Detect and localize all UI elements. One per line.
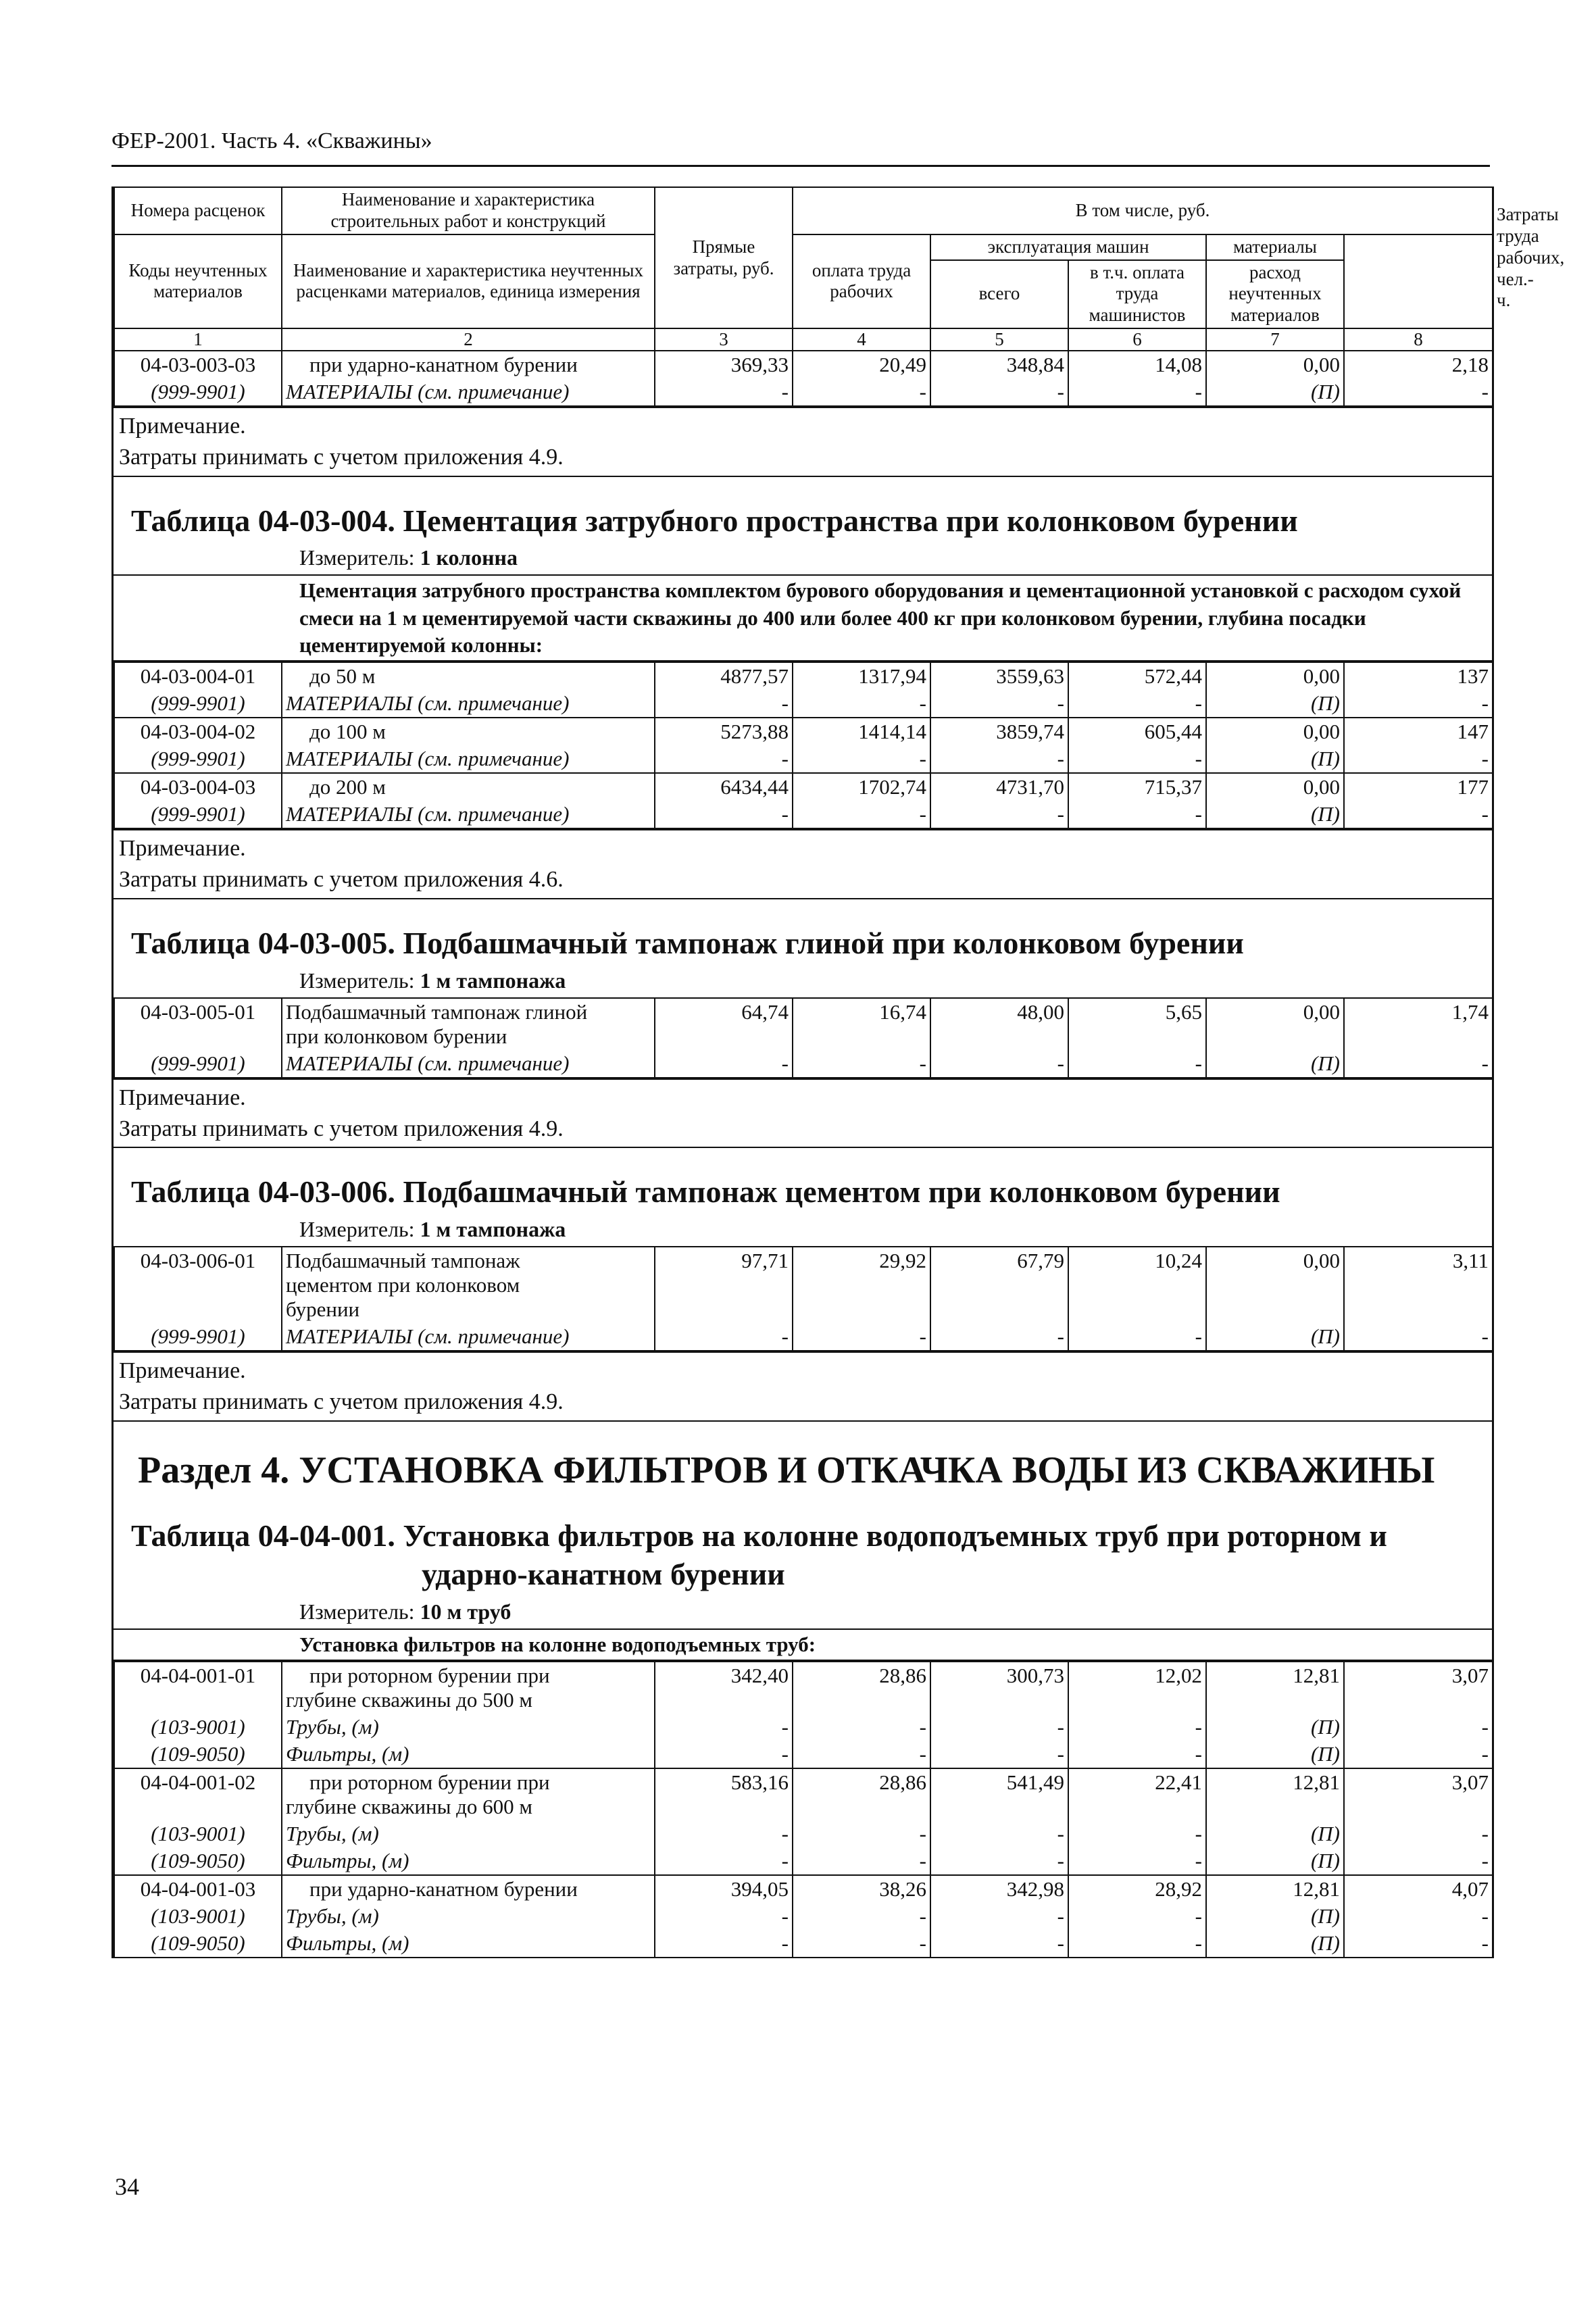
note-label: Примечание. <box>119 1358 246 1383</box>
dash: - <box>930 1847 1068 1875</box>
material-flag: (П) <box>1206 378 1344 406</box>
col-number-8: 8 <box>1344 328 1493 351</box>
material-name: Трубы, (м) <box>282 1714 655 1741</box>
material-flag: (П) <box>1206 1050 1344 1078</box>
col-number-4: 4 <box>793 328 930 351</box>
header-rule <box>111 165 1490 167</box>
operator-pay: 572,44 <box>1068 662 1206 690</box>
material-code: (109-9050) <box>114 1847 282 1875</box>
material-flag: (П) <box>1206 1847 1344 1875</box>
dash: - <box>1068 801 1206 828</box>
direct-costs: 6434,44 <box>655 773 793 801</box>
worker-pay: 1317,94 <box>793 662 930 690</box>
operator-pay: 10,24 <box>1068 1247 1206 1323</box>
dash: - <box>1068 378 1206 406</box>
material-code: (109-9050) <box>114 1930 282 1958</box>
rates-table <box>114 1246 1493 1351</box>
rate-code: 04-04-001-03 <box>114 1875 282 1903</box>
material-flag: (П) <box>1206 1820 1344 1847</box>
dash: - <box>930 745 1068 773</box>
worker-pay: 28,86 <box>793 1662 930 1714</box>
group-heading: Цементация затрубного пространства комплектом бурового оборудования и цементационной установкой с расходом сухой смеси на 1 м цементируемой части скважины до 400 или более 400 кг при колонковом бурении, глубина посадки цементируемой колонны: <box>114 574 1492 662</box>
col-header-material-names: Наименование и характеристика неучтенных расценками материалов, единица измерения <box>282 234 655 328</box>
dash: - <box>1068 1050 1206 1078</box>
worker-pay: 29,92 <box>793 1247 930 1323</box>
col-number-1: 1 <box>114 328 282 351</box>
material-consumption: 0,00 <box>1206 773 1344 801</box>
material-code: (103-9001) <box>114 1820 282 1847</box>
table-note <box>114 407 1492 477</box>
machines-total: 3859,74 <box>930 718 1068 745</box>
table-row <box>114 998 1493 1050</box>
rate-name-line: глубине скважины до 600 м <box>286 1794 533 1818</box>
table-title: Таблица 04-03-005. Подбашмачный тампонаж глиной при колонковом бурении <box>131 926 1244 961</box>
worker-pay: 1414,14 <box>793 718 930 745</box>
machines-total: 348,84 <box>930 351 1068 378</box>
material-row <box>114 1903 1493 1930</box>
col-header-worker-pay: оплата труда рабочих <box>793 234 930 328</box>
dash: - <box>793 1930 930 1958</box>
rate-code: 04-03-004-01 <box>114 662 282 690</box>
operator-pay: 715,37 <box>1068 773 1206 801</box>
dash: - <box>1068 1323 1206 1351</box>
rate-code: 04-03-004-03 <box>114 773 282 801</box>
col-number-5: 5 <box>930 328 1068 351</box>
col-header-machines-total: всего <box>930 260 1068 329</box>
rate-name <box>282 1247 655 1323</box>
labor-hours: 147 <box>1344 718 1493 745</box>
rate-name-line: бурении <box>286 1297 360 1321</box>
material-consumption: 0,00 <box>1206 1247 1344 1323</box>
col-number-7: 7 <box>1206 328 1344 351</box>
section-title: Раздел 4. УСТАНОВКА ФИЛЬТРОВ И ОТКАЧКА ВОДЫ ИЗ СКВАЖИНЫ <box>138 1449 1435 1491</box>
dash: - <box>1344 1714 1493 1741</box>
material-name: МАТЕРИАЛЫ (см. примечание) <box>282 801 655 828</box>
running-head: ФЕР-2001. Часть 4. «Скважины» <box>111 128 432 153</box>
material-name: МАТЕРИАЛЫ (см. примечание) <box>282 1323 655 1351</box>
table-title-line: ударно-канатном бурении <box>422 1557 785 1592</box>
machines-total: 541,49 <box>930 1768 1068 1820</box>
dash: - <box>1344 690 1493 718</box>
labor-hours: 2,18 <box>1344 351 1493 378</box>
machines-total: 4731,70 <box>930 773 1068 801</box>
col-number-3: 3 <box>655 328 793 351</box>
material-flag: (П) <box>1206 1323 1344 1351</box>
col-header-direct-costs: Прямые затраты, руб. <box>655 187 793 328</box>
material-flag: (П) <box>1206 690 1344 718</box>
rate-name-line: при роторном бурении при <box>309 1663 550 1687</box>
table-row <box>114 1662 1493 1714</box>
direct-costs: 369,33 <box>655 351 793 378</box>
rate-code: 04-03-006-01 <box>114 1247 282 1323</box>
rate-code: 04-03-004-02 <box>114 718 282 745</box>
material-consumption: 12,81 <box>1206 1875 1344 1903</box>
table-note <box>114 829 1492 899</box>
material-name: Фильтры, (м) <box>282 1930 655 1958</box>
dash: - <box>793 690 930 718</box>
dash: - <box>1344 1323 1493 1351</box>
material-name: МАТЕРИАЛЫ (см. примечание) <box>282 1050 655 1078</box>
dash: - <box>1344 1820 1493 1847</box>
worker-pay: 28,86 <box>793 1768 930 1820</box>
material-code: (103-9001) <box>114 1903 282 1930</box>
table-title-line: Таблица 04-04-001. Установка фильтров на колонне водоподъемных труб при роторном и <box>131 1518 1387 1553</box>
dash: - <box>655 1323 793 1351</box>
material-code: (999-9901) <box>114 745 282 773</box>
dash: - <box>793 378 930 406</box>
col-number-6: 6 <box>1068 328 1206 351</box>
meter-line <box>114 540 1492 574</box>
meter-line <box>114 1212 1492 1246</box>
rate-name <box>282 1768 655 1820</box>
rate-name <box>282 1662 655 1714</box>
rates-table <box>114 1661 1493 1958</box>
material-code: (999-9901) <box>114 1050 282 1078</box>
meter-value: 10 м труб <box>420 1599 512 1624</box>
rates-table-header: Номера расценок Наименование и характеристика строительных работ и конструкций Прямые затраты, руб. В том числе, руб. Затраты труда рабочих, чел.-ч. Коды неучтенных материалов Наименование и характеристика неучтенных расценками материалов, единица измерения оплата труда рабочих эксплуатация машин материалы всего в т.ч. оплата труда машинистов расход неучтенных материалов 1 2 3 4 5 6 7 8 04-03-003-03 при ударно-канатном бурении 369,33 20,49 348,84 14,08 0,00 2,18 (999-9901) МАТЕРИАЛЫ (см. примечание) - - - - (П) - <box>114 186 1493 407</box>
meter-value: 1 колонна <box>420 545 518 570</box>
note-text: Затраты принимать с учетом приложения 4.9. <box>119 445 564 470</box>
material-code: (999-9901) <box>114 690 282 718</box>
rate-name: до 200 м <box>282 773 655 801</box>
dash: - <box>1344 1930 1493 1958</box>
dash: - <box>793 1741 930 1768</box>
page-number: 34 <box>115 2173 139 2200</box>
meter-label: Измеритель: <box>299 1599 415 1624</box>
dash: - <box>793 1847 930 1875</box>
rate-code: 04-04-001-02 <box>114 1768 282 1820</box>
operator-pay: 28,92 <box>1068 1875 1206 1903</box>
rates-table <box>114 662 1493 829</box>
direct-costs: 97,71 <box>655 1247 793 1323</box>
material-row <box>114 745 1493 773</box>
worker-pay: 16,74 <box>793 998 930 1050</box>
material-name: МАТЕРИАЛЫ (см. примечание) <box>282 745 655 773</box>
operator-pay: 605,44 <box>1068 718 1206 745</box>
content-frame <box>111 186 1565 1958</box>
dash: - <box>1344 745 1493 773</box>
material-consumption: 0,00 <box>1206 718 1344 745</box>
meter-label: Измеритель: <box>299 545 415 570</box>
rate-code: 04-03-005-01 <box>114 998 282 1050</box>
dash: - <box>1068 745 1206 773</box>
rate-name: до 50 м <box>282 662 655 690</box>
material-row <box>114 801 1493 828</box>
rate-name-line: при роторном бурении при <box>309 1770 550 1794</box>
rate-name-line: Подбашмачный тампонаж <box>286 1248 520 1272</box>
material-row <box>114 1820 1493 1847</box>
material-code: (999-9901) <box>114 801 282 828</box>
dash: - <box>1344 1903 1493 1930</box>
material-consumption: 12,81 <box>1206 1768 1344 1820</box>
rate-code: 04-03-003-03 <box>114 351 282 378</box>
meter-value: 1 м тампонажа <box>420 968 566 993</box>
dash: - <box>1068 1847 1206 1875</box>
table-row <box>114 351 1493 378</box>
note-label: Примечание. <box>119 836 246 862</box>
col-number-2: 2 <box>282 328 655 351</box>
rate-name-line: Подбашмачный тампонаж глиной <box>286 999 588 1024</box>
note-label: Примечание. <box>119 1085 246 1110</box>
rate-name: при ударно-канатном бурении <box>282 351 655 378</box>
table-row <box>114 1875 1493 1903</box>
material-flag: (П) <box>1206 1714 1344 1741</box>
direct-costs: 583,16 <box>655 1768 793 1820</box>
material-flag: (П) <box>1206 1930 1344 1958</box>
dash: - <box>655 1714 793 1741</box>
dash: - <box>930 1050 1068 1078</box>
material-flag: (П) <box>1206 801 1344 828</box>
operator-pay: 12,02 <box>1068 1662 1206 1714</box>
worker-pay: 20,49 <box>793 351 930 378</box>
dash: - <box>1068 1903 1206 1930</box>
dash: - <box>1068 1820 1206 1847</box>
table-note <box>114 1078 1492 1149</box>
material-consumption: 0,00 <box>1206 998 1344 1050</box>
rate-name: до 100 м <box>282 718 655 745</box>
material-flag: (П) <box>1206 745 1344 773</box>
dash: - <box>655 801 793 828</box>
meter-line <box>114 1594 1492 1628</box>
note-text: Затраты принимать с учетом приложения 4.9. <box>119 1389 564 1414</box>
operator-pay: 5,65 <box>1068 998 1206 1050</box>
table-row <box>114 1768 1493 1820</box>
material-consumption: 0,00 <box>1206 351 1344 378</box>
material-name: МАТЕРИАЛЫ (см. примечание) <box>282 690 655 718</box>
table-title: Таблица 04-03-006. Подбашмачный тампонаж цементом при колонковом бурении <box>131 1174 1280 1210</box>
rate-name <box>282 998 655 1050</box>
labor-hours: 1,74 <box>1344 998 1493 1050</box>
material-row <box>114 378 1493 406</box>
note-label: Примечание. <box>119 414 246 439</box>
dash: - <box>930 1741 1068 1768</box>
labor-hours: 4,07 <box>1344 1875 1493 1903</box>
material-row <box>114 1714 1493 1741</box>
material-row <box>114 1741 1493 1768</box>
material-consumption: 12,81 <box>1206 1662 1344 1714</box>
dash: - <box>1068 1741 1206 1768</box>
direct-costs: 4877,57 <box>655 662 793 690</box>
machines-total: 67,79 <box>930 1247 1068 1323</box>
material-consumption: 0,00 <box>1206 662 1344 690</box>
dash: - <box>793 801 930 828</box>
material-name: Фильтры, (м) <box>282 1847 655 1875</box>
material-row <box>114 690 1493 718</box>
dash: - <box>1344 1741 1493 1768</box>
material-code: (999-9901) <box>114 1323 282 1351</box>
dash: - <box>655 1930 793 1958</box>
meter-label: Измеритель: <box>299 1216 415 1241</box>
material-row <box>114 1050 1493 1078</box>
dash: - <box>793 1323 930 1351</box>
labor-hours: 137 <box>1344 662 1493 690</box>
rates-table <box>114 997 1493 1078</box>
machines-total: 48,00 <box>930 998 1068 1050</box>
rate-code: 04-04-001-01 <box>114 1662 282 1714</box>
dash: - <box>930 690 1068 718</box>
material-code: (109-9050) <box>114 1741 282 1768</box>
dash: - <box>930 801 1068 828</box>
meter-line <box>114 963 1492 997</box>
dash: - <box>930 1714 1068 1741</box>
dash: - <box>793 1903 930 1930</box>
dash: - <box>655 378 793 406</box>
labor-hours: 3,07 <box>1344 1768 1493 1820</box>
rate-name: при ударно-канатном бурении <box>282 1875 655 1903</box>
dash: - <box>793 1050 930 1078</box>
material-row <box>114 1323 1493 1351</box>
operator-pay: 22,41 <box>1068 1768 1206 1820</box>
dash: - <box>655 1050 793 1078</box>
machines-total: 342,98 <box>930 1875 1068 1903</box>
dash: - <box>1344 378 1493 406</box>
dash: - <box>655 1741 793 1768</box>
col-header-rate-number: Номера расценок <box>114 187 282 234</box>
meter-value: 1 м тампонажа <box>420 1216 566 1241</box>
dash: - <box>655 745 793 773</box>
material-name: Фильтры, (м) <box>282 1741 655 1768</box>
col-header-work-name: Наименование и характеристика строительных работ и конструкций <box>282 187 655 234</box>
dash: - <box>930 1323 1068 1351</box>
col-header-material-codes: Коды неучтенных материалов <box>114 234 282 328</box>
col-header-machine-operation: эксплуатация машин <box>930 234 1206 260</box>
labor-hours: 3,11 <box>1344 1247 1493 1323</box>
dash: - <box>930 1820 1068 1847</box>
dash: - <box>930 378 1068 406</box>
table-note <box>114 1351 1492 1422</box>
table-title <box>114 1492 1492 1594</box>
machines-total: 300,73 <box>930 1662 1068 1714</box>
direct-costs: 64,74 <box>655 998 793 1050</box>
col-header-materials: материалы <box>1206 234 1344 260</box>
worker-pay: 38,26 <box>793 1875 930 1903</box>
table-title: Таблица 04-03-004. Цементация затрубного пространства при колонковом бурении <box>131 503 1298 538</box>
dash: - <box>655 1847 793 1875</box>
material-name: МАТЕРИАЛЫ (см. примечание) <box>282 378 655 406</box>
dash: - <box>1068 1930 1206 1958</box>
col-header-including: В том числе, руб. <box>793 187 1493 234</box>
direct-costs: 342,40 <box>655 1662 793 1714</box>
rate-name-line: глубине скважины до 500 м <box>286 1687 533 1712</box>
group-heading: Установка фильтров на колонне водоподъемных труб: <box>114 1628 1492 1661</box>
material-code: (103-9001) <box>114 1714 282 1741</box>
material-flag: (П) <box>1206 1741 1344 1768</box>
machines-total: 3559,63 <box>930 662 1068 690</box>
direct-costs: 5273,88 <box>655 718 793 745</box>
dash: - <box>793 745 930 773</box>
dash: - <box>655 1820 793 1847</box>
worker-pay: 1702,74 <box>793 773 930 801</box>
material-name: Трубы, (м) <box>282 1903 655 1930</box>
table-row <box>114 662 1493 690</box>
rate-name-line: цементом при колонковом <box>286 1272 520 1297</box>
labor-hours: 3,07 <box>1344 1662 1493 1714</box>
material-row <box>114 1930 1493 1958</box>
meter-label: Измеритель: <box>299 968 415 993</box>
col-header-material-consumption: расход неучтенных материалов <box>1206 260 1344 329</box>
dash: - <box>1068 1714 1206 1741</box>
material-name: Трубы, (м) <box>282 1820 655 1847</box>
dash: - <box>1344 801 1493 828</box>
dash: - <box>930 1903 1068 1930</box>
dash: - <box>1068 690 1206 718</box>
table-row <box>114 718 1493 745</box>
col-header-operator-pay: в т.ч. оплата труда машинистов <box>1068 260 1206 329</box>
dash: - <box>793 1714 930 1741</box>
dash: - <box>655 1903 793 1930</box>
note-text: Затраты принимать с учетом приложения 4.6. <box>119 867 564 893</box>
operator-pay: 14,08 <box>1068 351 1206 378</box>
dash: - <box>1344 1050 1493 1078</box>
dash: - <box>1344 1847 1493 1875</box>
dash: - <box>655 690 793 718</box>
labor-hours: 177 <box>1344 773 1493 801</box>
material-row <box>114 1847 1493 1875</box>
note-text: Затраты принимать с учетом приложения 4.9. <box>119 1116 564 1141</box>
material-code: (999-9901) <box>114 378 282 406</box>
material-flag: (П) <box>1206 1903 1344 1930</box>
dash: - <box>793 1820 930 1847</box>
rate-name-line: при колонковом бурении <box>286 1024 507 1048</box>
table-row <box>114 1247 1493 1323</box>
dash: - <box>930 1930 1068 1958</box>
table-row <box>114 773 1493 801</box>
direct-costs: 394,05 <box>655 1875 793 1903</box>
